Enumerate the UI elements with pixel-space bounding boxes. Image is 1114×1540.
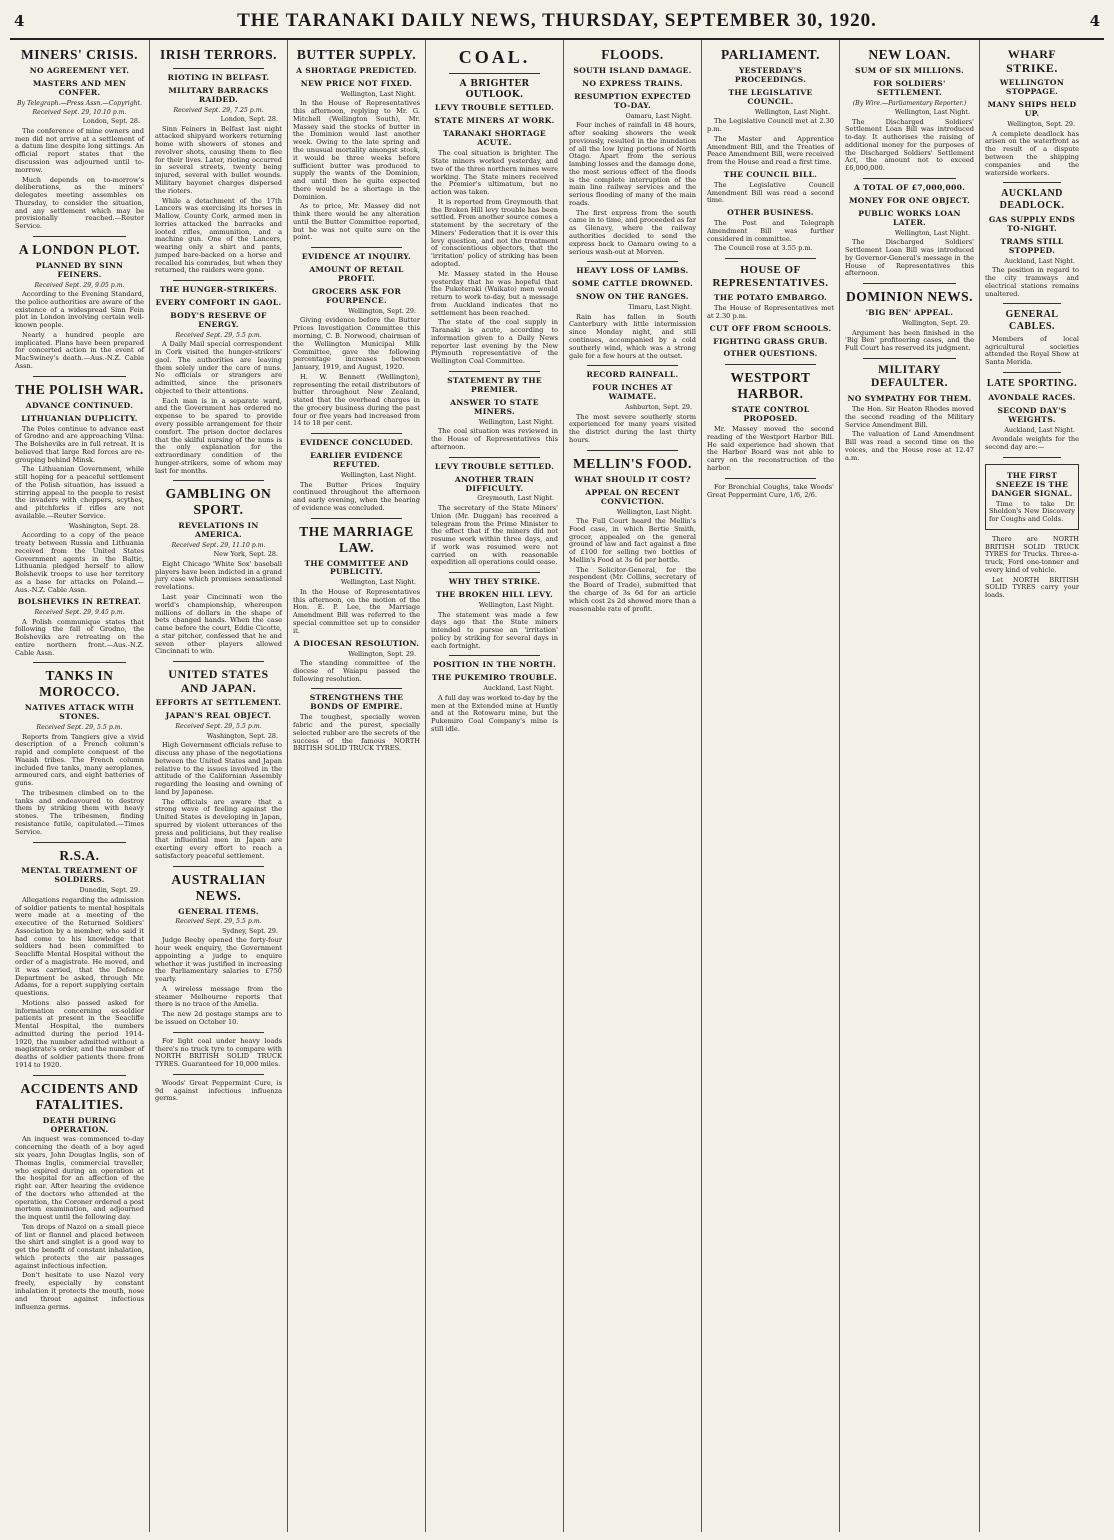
divider	[449, 457, 540, 458]
dateline: Wellington, Last Night.	[340, 471, 416, 480]
advertisement: Woods' Great Peppermint Cure, is 9d against infectious influenza germs.	[155, 1078, 282, 1103]
divider	[1003, 182, 1061, 183]
received-line: Received Sept. 29, 9.45 p.m.	[34, 609, 125, 617]
subhead: NATIVES ATTACK WITH STONES.	[24, 703, 135, 722]
subhead: AMOUNT OF RETAIL PROFIT.	[309, 265, 404, 284]
paragraph: The new 2d postage stamps are to be issued on October 10.	[155, 1010, 282, 1026]
divider	[173, 480, 264, 481]
paragraph: A Polish communique states that following the fall of Grodno, the Bolsheviks are retreating on the entire northern front.—Aus.-N.Z. Cable Assn.	[15, 617, 144, 657]
subhead: NO EXPRESS TRAINS.	[582, 78, 683, 88]
paragraph: A complete deadlock has arisen on the waterfront as the result of a dispute between the shipping companies and the waterside workers.	[985, 129, 1079, 177]
columns	[10, 40, 1104, 1532]
subhead: POSITION IN THE NORTH.	[433, 660, 556, 670]
paragraph: The first express from the south came in to time, and proceeded as far as Glenavy, where the railway authorities decided to send the express back to Oamaru owing to a serious wash-out at Morven.	[569, 208, 696, 256]
received-line: Received Sept. 29, 5.5 p.m.	[175, 332, 262, 339]
subhead: HEAVY LOSS OF LAMBS.	[576, 266, 689, 276]
divider	[311, 518, 402, 519]
subhead: EVIDENCE CONCLUDED.	[299, 438, 414, 448]
subhead: REVELATIONS IN AMERICA.	[178, 521, 259, 540]
dateline: London, Sept. 28.	[220, 115, 278, 124]
subhead: LEVY TROUBLE SETTLED.	[434, 461, 555, 471]
paragraph: Time to take Dr. Sheldon's New Discovery for Coughs and Colds.	[989, 499, 1075, 524]
paragraph: The Discharged Soldiers' Settlement Loan Bill was introduced by Governor-General's message in the House of Representatives this afternoon.	[845, 238, 974, 278]
subhead: OTHER QUESTIONS.	[723, 349, 818, 359]
advertisement: For Bronchial Coughs, take Woods' Great Peppermint Cure, 1/6, 2/6.	[707, 482, 834, 499]
paragraph: Each man is in a separate ward, and the Government has ordered no expense to be spared to provide every possible arrangement for their comfort. The prison doctor declares that the skilful nursing of the nuns is the only explanation for the extraordinary condition of the hunger-strikers, some of whom may last for months.	[155, 396, 282, 475]
paragraph: While a detachment of the 17th Lancers was exercising its horses in Mallow, County Cork, armed men in lorries attacked the barracks and looted rifles, ammunition, and a machine gun. One of the Lancers, wearing only a shirt and pants, jumped bare-backed on a horse and recalled his comrades, but when they returned, the raiders were gone.	[155, 196, 282, 275]
subhead: MENTAL TREATMENT OF SOLDIERS.	[21, 866, 138, 885]
headline-accidents: ACCIDENTS AND FATALITIES.	[20, 1080, 139, 1112]
paragraph: The Hon. Sir Heaton Rhodes moved the second reading of the Military Service Amendment Bill.	[845, 404, 974, 429]
dateline: Wellington, Last Night.	[616, 507, 692, 516]
column-6	[702, 40, 840, 1532]
headline-military-defaulter: MILITARY DEFAULTER.	[871, 363, 948, 390]
subhead: EARLIER EVIDENCE REFUTED.	[310, 451, 403, 470]
column-2	[150, 40, 288, 1532]
subhead: EFFORTS AT SETTLEMENT.	[155, 698, 282, 708]
subhead: STATE MINERS AT WORK.	[434, 116, 555, 126]
subhead: BOLSHEVIKS IN RETREAT.	[17, 597, 142, 607]
divider	[587, 261, 678, 262]
subhead: THE LEGISLATIVE COUNCIL.	[728, 87, 813, 106]
headline-tanks-morocco: TANKS IN MOROCCO.	[39, 668, 120, 700]
received-line: Received Sept. 29, 5.5 p.m.	[175, 723, 262, 731]
subhead: SOUTH ISLAND DAMAGE.	[573, 65, 692, 75]
column-8	[980, 40, 1084, 1532]
subhead: STRENGTHENS THE BONDS OF EMPIRE.	[309, 693, 404, 712]
advertisement: The toughest, specially woven fabric and the purest, specially selected rubber are the secrets of the success of the famous NORTH BRITISH SOLID TRUCK TYRES.	[293, 713, 420, 753]
dateline: Wellington, Last Night.	[340, 578, 416, 587]
subhead: THE HUNGER-STRIKERS.	[159, 285, 278, 295]
paragraph: Members of local agricultural societies attended the Royal Show at Santa Merida.	[985, 334, 1079, 367]
subhead: SOME CATTLE DROWNED.	[572, 279, 693, 289]
divider	[587, 450, 678, 451]
paragraph: Giving evidence before the Butter Prices Investigation Committee this morning, C. B. Norwood, chairman of the Wellington Municipal Milk Committee, gave the following percentage increases between January, 1919, and August, 1920.	[293, 316, 420, 372]
column-1	[10, 40, 150, 1532]
dateline: Wellington, Sept. 29.	[902, 319, 970, 328]
dateline: London, Sept. 28.	[82, 117, 140, 126]
dateline: Washington, Sept. 28.	[206, 731, 278, 740]
divider	[449, 73, 540, 74]
paragraph: Allegations regarding the admission of soldier patients to mental hospitals were made at a meeting of the executive of the Returned Soldiers' Association by a member, who said it had come to his knowledge that soldiers had been committed to Seacliffe Mental Hospital without the order of a magistrate. He moved, and it was carried, that the Defence Department be asked, through Mr. Adams, for a report supplying certain questions.	[15, 895, 144, 998]
paragraph: The conference of mine owners and men did not arrive at a settlement of a datum line despite long sittings. An official report states that the discussion was adjourned until to-morrow.	[15, 126, 144, 174]
byline: (By Wire.—Parliamentary Reporter.)	[852, 99, 967, 107]
paragraph: Ten drops of Nazol on a small piece of lint or flannel and placed between the shirt and singlet is a good way to get the benefit of constant inhalation, which protects the air passages against infectious infection.	[15, 1222, 144, 1270]
subhead: GENERAL ITEMS.	[178, 906, 259, 916]
subhead: SUM OF SIX MILLIONS.	[855, 65, 964, 75]
dateline: Wellington, Sept. 29.	[348, 649, 416, 658]
paragraph: Sinn Feiners in Belfast last night attacked shipyard workers returning home with showers of stones and revolver shots, causing them to flee for their lives. Later, rioting occurred in several streets, twenty being injured, several with bullet wounds. Military bayonet charges dispersed the rioters.	[155, 124, 282, 195]
subhead: EVERY COMFORT IN GAOL.	[155, 298, 282, 308]
received-line: Received Sept. 29, 7.25 p.m.	[173, 106, 264, 114]
headline-london-plot: A LONDON PLOT.	[18, 241, 141, 257]
paragraph: Motions also passed asked for information concerning ex-soldier patients at present in the Seacliffe Mental Hospital, the numbers admitted during the period 1914-1920, the number admitted without a magistrate's order, and the number of deaths of soldier patients there from 1914 to 1920.	[15, 998, 144, 1069]
paragraph: The House of Representatives met at 2.30 p.m.	[707, 304, 834, 320]
divider	[1003, 372, 1061, 373]
subhead: JAPAN'S REAL OBJECT.	[165, 711, 272, 721]
column-3	[288, 40, 426, 1532]
subhead: THE BROKEN HILL LEVY.	[435, 590, 554, 600]
dateline: Oamaru, Last Night.	[625, 111, 692, 120]
advertisement: For light coal under heavy loads there's no truck tyre to compare with NORTH BRITISH SOLID TRUCK TYRES. Guaranteed for 10,000 miles.	[155, 1036, 282, 1069]
divider	[33, 1075, 126, 1076]
divider	[173, 1074, 264, 1075]
headline-general-cables: GENERAL CABLES.	[1005, 309, 1059, 333]
dateline: Wellington, Sept. 29.	[348, 306, 416, 315]
headline-irish-terrors: IRISH TERRORS.	[159, 47, 278, 62]
paragraph: The Poles continue to advance east of Grodno and are approaching Vilna. The Bolsheviks are in full retreat. It is believed that large Red forces are re-grouping behind Minsk.	[15, 424, 144, 464]
subhead: A BRIGHTER OUTLOOK.	[459, 79, 530, 100]
paragraph: The Master and Apprentice Amendment Bill, and the Treaties of Peace Amendment Bill, were received from the House and read a first time.	[707, 134, 834, 167]
divider	[587, 365, 678, 366]
paragraph: The Solicitor-General, for the respondent (Mr. Collins, secretary of the Board of Trade), submitted that the charge of 3s 6d for an article which cost 2s 2d showed more than a reasonable rate of profit.	[569, 565, 696, 613]
paragraph: Nearly a hundred people are implicated. Plans have been prepared for concerted action in the event of MacSwiney's death.—Aus.-N.Z. Cable Assn.	[15, 330, 144, 370]
subhead: AVONDALE RACES.	[988, 392, 1076, 402]
divider	[725, 364, 816, 365]
paragraph: The state of the coal supply in Taranaki is acute, according to information given to a Daily News reporter last evening by the New Plymouth representative of the Wellington Coal Committee.	[431, 318, 558, 366]
dateline: Washington, Sept. 28.	[68, 521, 140, 530]
subhead: WELLINGTON STOPPAGE.	[999, 78, 1065, 97]
dateline: Greymouth, Last Night.	[477, 494, 554, 503]
divider	[311, 247, 402, 248]
advertisement: There are NORTH BRITISH SOLID TRUCK TYRES for Trucks. Three-a-truck, Ford one-tonner and every kind of vehicle.	[985, 534, 1079, 574]
masthead-title: THE TARANAKI DAILY NEWS, THURSDAY, SEPTEMBER 30, 1920.	[237, 10, 877, 31]
subhead: YESTERDAY'S PROCEEDINGS.	[734, 65, 807, 84]
subhead: A SHORTAGE PREDICTED.	[296, 65, 417, 75]
headline-polish-war: THE POLISH WAR.	[15, 381, 144, 397]
paragraph: The Legislative Council met at 2.30 p.m.	[707, 117, 834, 134]
dateline: Sydney, Sept. 29.	[222, 926, 278, 935]
divider	[449, 572, 540, 573]
advertisement: Let NORTH BRITISH SOLID TYRES carry your loads.	[985, 575, 1079, 600]
paragraph: Avondale weights for the second day are:—	[985, 435, 1079, 451]
paragraph: In the House of Representatives this afternoon, replying to Mr. G. Mitchell (Wellington South), Mr. Massey said the stocks of butter in the Dominion would last another week. Owing to the late spring and the unusual mortality amongst stock, it would be three weeks before sufficient butter was produced to supply the wants of the Dominion, and until then he quite expected there would be a shortage in the Dominion.	[293, 99, 420, 201]
subhead: ANOTHER TRAIN DIFFICULTY.	[454, 474, 535, 493]
paragraph: High Government officials refuse to discuss any phase of the negotiations between the United States and Japan relative to the issues involved in the attitude of the Californian Assembly regarding the leasing and owning of land by Japanese.	[155, 741, 282, 796]
divider	[173, 866, 264, 867]
divider	[725, 258, 816, 259]
subhead: ADVANCE CONTINUED.	[25, 400, 134, 410]
subhead: RESUMPTION EXPECTED TO-DAY.	[574, 91, 691, 110]
subhead: THE PUKEMIRO TROUBLE.	[431, 673, 558, 683]
divider	[1003, 457, 1061, 458]
headline-coal: COAL.	[458, 47, 531, 67]
paragraph: According to a copy of the peace treaty between Russia and Lithuania received from the United States Government agents in the Baltic, Lithuania pledged herself to allow Bolshevik troops to use her territory as a base for attacks on Poland.—Aus.-N.Z. Cable Assn.	[15, 531, 144, 594]
column-5	[564, 40, 702, 1532]
divider	[33, 376, 126, 377]
paragraph: A Daily Mail special correspondent in Cork visited the hunger-strikers' gaol. The authorities are leaving them solely under the care of nuns. No officials or strangers are admitted, since the prisoners objected to their attentions.	[155, 340, 282, 395]
divider	[33, 842, 126, 843]
paragraph: H. W. Bennett (Wellington), representing the retail distributors of butter throughout New Zealand, stated that the overhead charges in the grocery business during the past four or five years had increased from 14 to 18 per cent.	[293, 372, 420, 428]
subhead: BODY'S RESERVE OF ENERGY.	[170, 311, 267, 330]
dateline: Timaru, Last Night.	[628, 303, 692, 312]
divider	[449, 655, 540, 656]
dateline: Dunedin, Sept. 29.	[79, 886, 140, 895]
subhead: LITHUANIAN DUPLICITY.	[21, 413, 138, 423]
paragraph: A full day was worked to-day by the men at the Extended mine at Huntly and at the Rotowaru mine, but the Pukemiro Coal Company's mine is still idle.	[431, 693, 558, 733]
paragraph: Don't hesitate to use Nazol very freely, especially by constant inhalation it protects the mouth, nose and throat against infectious influenza germs.	[15, 1271, 144, 1311]
dateline: Auckland, Last Night.	[1004, 256, 1075, 265]
paragraph: Much depends on to-morrow's deliberations, as the miners' delegates meeting assembles on Thursday, to consider the situation, and any settlement which may be provisionally reached.—Reuter Service.	[15, 175, 144, 231]
subhead: SECOND DAY'S WEIGHTS.	[997, 405, 1067, 424]
paragraph: The Full Court heard the Mellin's Food case, in which Bertie Smith, grocer, appealed on the general ground of law and fact against a fine of £100 for selling two bottles of Mellin's Food at 3s 6d per bottle.	[569, 517, 696, 564]
headline-mellins-food: MELLIN'S FOOD.	[573, 455, 692, 471]
paragraph: Mr. Massey stated in the House yesterday that he was hopeful that the Puketeraki (Waikato) men would return to work to-day, but a message from Auckland indicates that no settlement has been reached.	[431, 269, 558, 317]
divider	[863, 178, 956, 179]
headline-house-of-representatives: HOUSE OF REPRESENTATIVES.	[712, 264, 829, 290]
divider	[173, 280, 264, 281]
subhead: OTHER BUSINESS.	[727, 208, 814, 218]
divider	[863, 358, 956, 359]
subhead: A TOTAL OF £7,000,000.	[853, 183, 966, 192]
received-line: Received Sept. 29, 9.05 p.m.	[34, 281, 125, 289]
column-4	[426, 40, 564, 1532]
paragraph: The statement was made a few days ago that the State miners intended to pursue an 'irritation' policy by striking for several days in each fortnight.	[431, 610, 558, 650]
paragraph: The coal situation is brighter. The State miners worked yesterday, and two of the three northern mines were working. The State miners received the Premier's ultimatum, but no action was taken.	[431, 149, 558, 197]
paragraph: Four inches of rainfall in 48 hours, after soaking showers the week previously, resulted in the inundation of all the low lying portions of North Otago. Apart from the serious lambing losses and the damage done, the most serious effect of the floods is the complete interruption of the main line railway services and the serious flooding of many of the main roads.	[569, 121, 696, 207]
paragraph: The Council rose at 3.55 p.m.	[714, 244, 813, 253]
headline-rsa: R.S.A.	[59, 847, 100, 863]
paragraph: The standing committee of the diocese of Waiapu passed the following resolution.	[293, 659, 420, 683]
dateline: Wellington, Last Night.	[478, 417, 554, 426]
subhead: NO SYMPATHY FOR THEM.	[847, 394, 972, 404]
divider	[863, 283, 956, 284]
subhead: 'BIG BEN' APPEAL.	[865, 308, 954, 318]
headline-butter-supply: BUTTER SUPPLY.	[296, 47, 417, 62]
headline-new-loan: NEW LOAN.	[868, 47, 951, 62]
divider	[1003, 303, 1061, 304]
subhead: GAS SUPPLY ENDS TO-NIGHT.	[988, 214, 1076, 233]
received-line: Received Sept. 29, 10.10 p.m.	[32, 109, 127, 117]
subhead: MASTERS AND MEN CONFER.	[32, 78, 127, 97]
paragraph: The Discharged Soldiers' Settlement Loan Bill was introduced to-day. It authorises the raising of additional money for the purposes of the Discharged Soldiers' Settlement Act, the amount not to exceed £6,000,000.	[845, 117, 974, 173]
subhead: NO AGREEMENT YET.	[29, 65, 130, 75]
subhead: THE COMMITTEE AND PUBLICITY.	[304, 558, 409, 577]
divider	[173, 661, 264, 662]
byline: By Telegraph.—Press Assn.—Copyright.	[17, 99, 142, 107]
subhead: STATE CONTROL PROPOSED.	[731, 405, 810, 424]
advertisement-box	[985, 464, 1079, 530]
subhead: PLANNED BY SINN FEINERS.	[35, 260, 124, 279]
dateline: Wellington, Sept. 29.	[1007, 120, 1075, 129]
headline-floods: FLOODS.	[601, 47, 664, 62]
divider	[449, 371, 540, 372]
received-line: Received Sept. 29, 5.5 p.m.	[36, 724, 123, 732]
paragraph: The Post and Telegraph Amendment Bill was further considered in committee.	[707, 219, 834, 243]
paragraph: Argument has been finished in the 'Big Ben' profiteering cases, and the Full Court has reserved its judgment.	[845, 328, 974, 353]
column-7	[840, 40, 980, 1532]
received-line: Received Sept. 29, 11.10 p.m.	[171, 542, 266, 550]
paragraph: A wireless message from the steamer Melbourne reports that there is no trace of the Amelia.	[155, 984, 282, 1009]
headline-miners-crisis: MINERS' CRISIS.	[20, 47, 139, 62]
headline-late-sporting: LATE SPORTING.	[986, 377, 1078, 389]
headline-gambling: GAMBLING ON SPORT.	[165, 486, 272, 518]
paragraph: Mr. Massey moved the second reading of the Westport Harbor Bill. He said experience had shown that the Harbor Board was not able to carry on the reconstruction of the harbor.	[707, 425, 834, 472]
page-number-right: 4	[1089, 12, 1100, 30]
divider	[725, 478, 816, 479]
paragraph: It is reported from Greymouth that the Broken Hill levy trouble has been settled. From another source comes a statement by the secretary of the Miners' Federation that it is over this levy question, and not the treatment of conscientious objectors, that the 'irritation' policy of striking has been adopted.	[431, 197, 558, 268]
paragraph: An inquest was commenced to-day concerning the death of a boy aged six years, John Douglas Inglis, son of Thomas Inglis, commercial traveller, who expired during an operation at the hospital for an affection of the right ear. After hearing the evidence of the doctors who attended at the operation, the Coroner ordered a post mortem examination, and adjourned the inquest until the following day.	[15, 1135, 144, 1222]
subhead: A DIOCESAN RESOLUTION.	[293, 638, 420, 648]
paragraph: The Butter Prices Inquiry continued throughout the afternoon and early evening, when the hearing of evidence was concluded.	[293, 480, 420, 512]
paragraph: Last year Cincinnati won the world's championship, whereupon millions of dollars in the shape of bets changed hands. When the case came before the court, Eddie Cicotte, a star pitcher, confessed that he and seven other players allowed Cincinnati to win.	[155, 593, 282, 656]
dateline: Auckland, Last Night.	[483, 684, 554, 693]
paragraph: As to price, Mr. Massey did not think there would be any alteration until the Butter Committee reported, but he was not quite sure on the point.	[293, 202, 420, 242]
subhead: THE FIRST SNEEZE IS THE DANGER SIGNAL.	[991, 470, 1073, 498]
headline-parliament: PARLIAMENT.	[720, 47, 821, 62]
dateline: Ashburton, Sept. 29.	[625, 403, 692, 412]
paragraph: The position in regard to the city tramways and electrical stations remains unaltered.	[985, 266, 1079, 298]
divider	[33, 662, 126, 663]
subhead: RIOTING IN BELFAST.	[167, 72, 270, 82]
subhead: MANY SHIPS HELD UP.	[987, 100, 1077, 119]
headline-westport-harbor: WESTPORT HARBOR.	[730, 370, 811, 402]
received-line: Received Sept. 29, 5.5 p.m.	[175, 918, 262, 926]
divider	[33, 236, 126, 237]
subhead: WHAT SHOULD IT COST?	[574, 474, 691, 484]
paragraph: The valuation of Land Amendment Bill was read a second time on the voices, and the House rose at 12.47 a.m.	[845, 430, 974, 462]
headline-auckland-deadlock: AUCKLAND DEADLOCK.	[999, 188, 1065, 212]
subhead: CUT OFF FROM SCHOOLS.	[709, 323, 832, 333]
page-number-left: 4	[14, 12, 25, 30]
subhead: TARANAKI SHORTAGE ACUTE.	[443, 129, 546, 148]
dateline: Wellington, Last Night.	[754, 107, 830, 116]
paragraph: Rain has fallen in South Canterbury with little intermission since Monday night, and still continues, accompanied by a cold southerly wind, which was a strong gale for a few hours at the outset.	[569, 312, 696, 360]
paragraph: The coal situation was reviewed in the House of Representatives this afternoon.	[431, 427, 558, 451]
paragraph: The officials are aware that a strong wave of feeling against the United States is developing in Japan, spurred by violent utterances of the press and politicians, but they realise that influential men in Japan are exerting every effort to reach a satisfactory peaceful settlement.	[155, 797, 282, 860]
dateline: New York, Sept. 28.	[213, 550, 278, 559]
paragraph: According to the Evening Standard, the police authorities are aware of the existence of a widespread Sinn Fein plot in London involving certain well-known people.	[15, 290, 144, 330]
subhead: FOR SOLDIERS' SETTLEMENT.	[873, 78, 946, 97]
subhead: GROCERS ASK FOR FOURPENCE.	[311, 287, 402, 305]
subhead: STATEMENT BY THE PREMIER.	[447, 375, 542, 394]
dateline: Wellington, Last Night.	[478, 601, 554, 610]
masthead	[10, 8, 1104, 40]
subhead: ANSWER TO STATE MINERS.	[450, 397, 539, 416]
subhead: THE COUNCIL BILL.	[723, 169, 818, 179]
subhead: EVIDENCE AT INQUIRY.	[301, 252, 412, 262]
dateline: Wellington, Last Night.	[894, 228, 970, 237]
divider	[311, 433, 402, 434]
subhead: FOUR INCHES AT WAIMATE.	[592, 383, 673, 402]
paragraph: The tribesmen climbed on to the tanks and endeavoured to destroy them by striking them with heavy stones. The tribesmen, finding resistance futile, capitulated.—Times Service.	[15, 788, 144, 836]
subhead: APPEAL ON RECENT CONVICTION.	[585, 487, 680, 506]
paragraph: The Lithuanian Government, while still hoping for a peaceful settlement of the Polish situation, has issued a stirring appeal to the people to resist the invaders with choppers, scythes, and pitchforks if rifles are not available.—Reuter Service.	[15, 465, 144, 520]
dateline: Wellington, Last Night.	[340, 89, 416, 98]
subhead: THE POTATO EMBARGO.	[713, 293, 828, 303]
subhead: TRAMS STILL STOPPED.	[1000, 236, 1064, 255]
paragraph: Eight Chicago 'White Sox' baseball players have been indicted in a grand jury case which promises sensational revelations.	[155, 559, 282, 592]
paragraph: The secretary of the State Miners' Union (Mr. Duggan) has received a telegram from the Prime Minister to the effect that if the miners did not resume work within three days, and if work was resumed were not carried on with reasonable expedition all operations could cease.	[431, 504, 558, 567]
subhead: NEW PRICE NOT FIXED.	[300, 78, 413, 88]
paragraph: The Legislative Council Amendment Bill was read a second time.	[707, 180, 834, 205]
divider	[173, 68, 264, 69]
subhead: DEATH DURING OPERATION.	[42, 1115, 117, 1134]
subhead: SNOW ON THE RANGES.	[576, 292, 689, 302]
divider	[173, 1032, 264, 1033]
dateline: Wellington, Last Night.	[894, 108, 970, 117]
headline-wharf-strike: WHARF STRIKE.	[1006, 47, 1058, 76]
dateline: Auckland, Last Night.	[1004, 425, 1075, 434]
headline-australian-news: AUSTRALIAN NEWS.	[171, 871, 266, 903]
subhead: WHY THEY STRIKE.	[448, 577, 541, 587]
divider	[311, 688, 402, 689]
subhead: FIGHTING GRASS GRUB.	[713, 336, 828, 346]
paragraph: In the House of Representatives this afternoon, on the motion of the Hon. E. P. Lee, the Marriage Amendment Bill was referred to the special committee set up to consider it.	[293, 587, 420, 635]
subhead: MILITARY BARRACKS RAIDED.	[168, 85, 269, 104]
paragraph: Reports from Tangiers give a vivid description of a French column's rapid and complete conquest of the Waaish tribes. The French column included five tanks, many aeroplanes, armoured cars, and eight batteries of guns.	[15, 732, 144, 788]
paragraph: Judge Beeby opened the forty-four hour week enquiry, the Government appointing a judge to enquire whether it was justified in increasing the Parliamentary salaries to £750 yearly.	[155, 936, 282, 984]
paragraph: The most severe southerly storm experienced for many years visited the district during the last thirty hours.	[569, 412, 696, 444]
headline-marriage-law: THE MARRIAGE LAW.	[299, 523, 414, 555]
headline-dominion-news: DOMINION NEWS.	[845, 289, 973, 305]
subhead: LEVY TROUBLE SETTLED.	[434, 103, 555, 113]
headline-us-japan: UNITED STATES AND JAPAN.	[168, 667, 269, 696]
subhead: PUBLIC WORKS LOAN LATER.	[858, 208, 961, 227]
subhead: RECORD RAINFALL.	[586, 370, 679, 380]
subhead: MONEY FOR ONE OBJECT.	[849, 195, 970, 205]
